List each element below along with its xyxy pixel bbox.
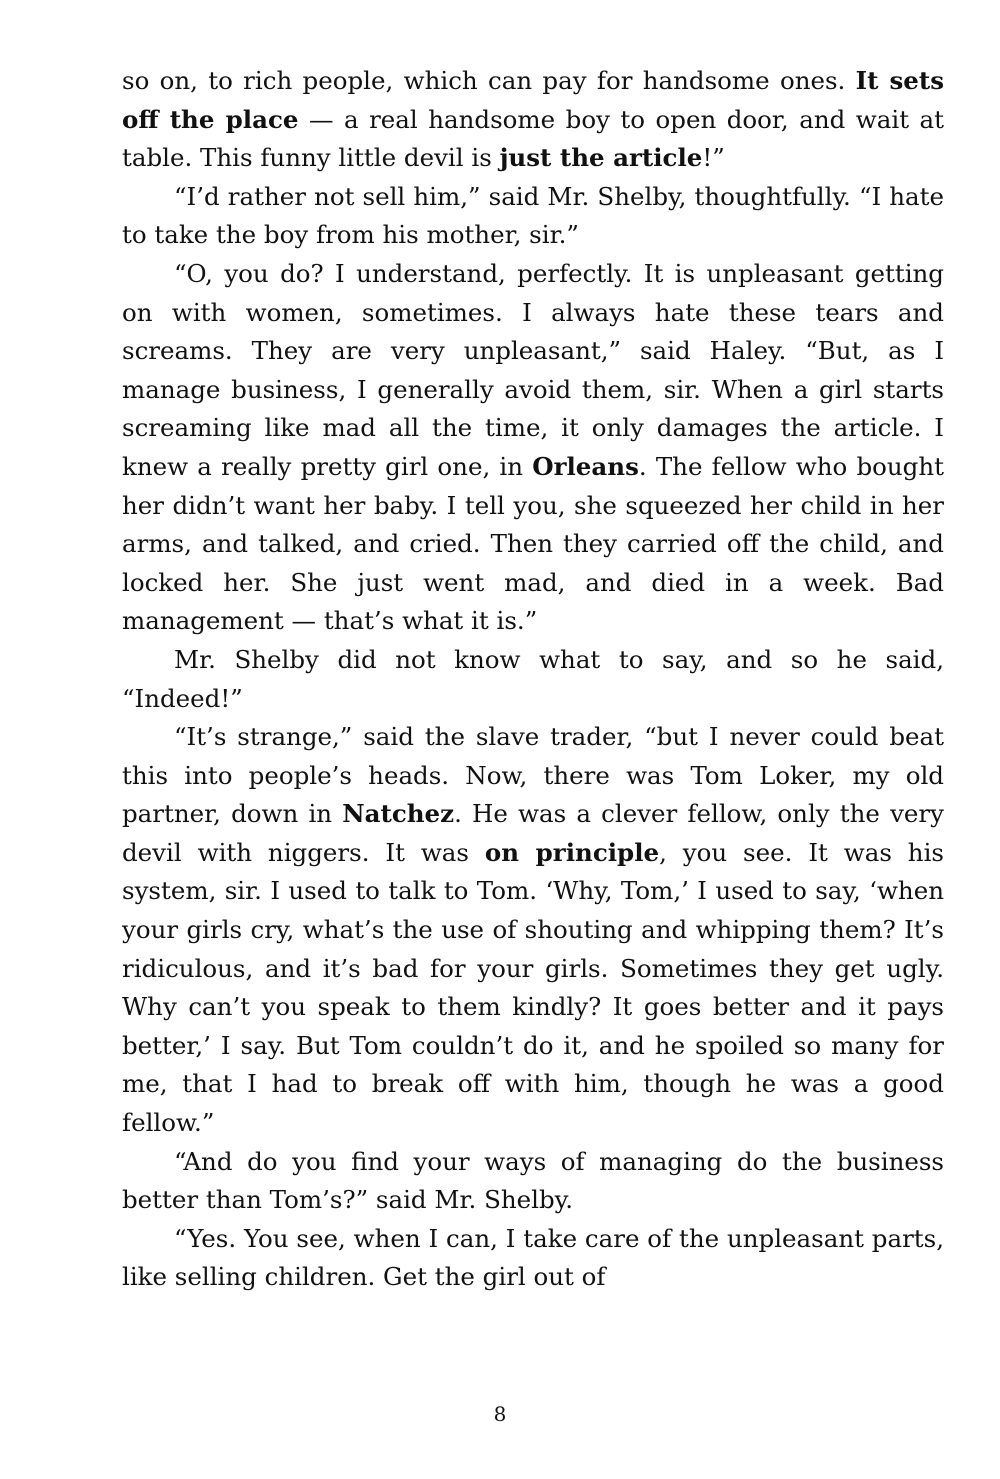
text-segment: Mr. Shelby did not know what to say, and so he said, “Indeed!” <box>122 644 944 713</box>
text-segment: “And do you find your ways of managing do the business better than Tom’s?” said Mr. Shelby. <box>122 1146 944 1215</box>
bold-phrase: It sets off the place <box>122 66 944 134</box>
text-segment: “It’s strange,” said the slave trader, “but I never could beat this into people’s heads. Now, there was Tom Loker, my old partner, down in <box>122 722 944 829</box>
paragraph-2 <box>122 178 944 255</box>
text-segment: “O, you do? I understand, perfectly. It is unpleasant getting on with women, sometimes. I always hate these tears and screams. They are very unpleasant,” said Haley. “But, as I manage business, I generally avoid them, sir. When a girl starts screaming like mad all the time, it only damages the article. I knew a really pretty girl one, in <box>122 258 944 481</box>
text-segment: — a real handsome boy to open door, and wait at table. This funny little devil is <box>122 104 945 173</box>
page-number: 8 <box>493 1402 507 1426</box>
bold-phrase: Orleans <box>532 451 639 481</box>
paragraph-3 <box>122 255 944 641</box>
paragraph-1 <box>122 62 944 178</box>
bold-phrase: just the article <box>499 143 703 173</box>
text-segment: “I’d rather not sell him,” said Mr. Shelby, thoughtfully. “I hate to take the boy from his mother, sir.” <box>122 181 944 250</box>
text-segment: “Yes. You see, when I can, I take care of the unpleasant parts, like selling children. Get the girl out of <box>122 1223 944 1292</box>
text-segment: so on, to rich people, which can pay for handsome ones. <box>122 66 856 95</box>
paragraph-5 <box>122 718 944 1143</box>
paragraph-4 <box>122 641 944 718</box>
bold-phrase: Natchez <box>342 799 455 829</box>
text-segment: . He was a clever fellow, only the very devil with niggers. It was <box>122 799 944 867</box>
page-body <box>122 62 944 1297</box>
paragraph-6 <box>122 1143 944 1220</box>
text-segment: . The fellow who bought her didn’t want her baby. I tell you, she squeezed her child in her arms, and talked, and cried. Then they carried off the child, and locked her. She just went mad, and died in a week. Bad management — that’s what it is.” <box>122 451 944 636</box>
bold-phrase: on principle <box>484 837 660 867</box>
text-segment: , you see. It was his system, sir. I used to talk to Tom. ‘Why, Tom,’ I used to say, ‘when your girls cry, what’s the use of shouting and whipping them? It’s ridiculous, and it’s bad for your girls. Sometimes they get ugly. Why can’t you speak to them kindly? It goes better and it pays better,’ I say. But Tom couldn’t do it, and he spoiled so many for me, that I had to break off with him, though he was a good fellow.” <box>122 837 944 1138</box>
text-segment: !” <box>702 143 725 173</box>
paragraph-7 <box>122 1220 944 1297</box>
